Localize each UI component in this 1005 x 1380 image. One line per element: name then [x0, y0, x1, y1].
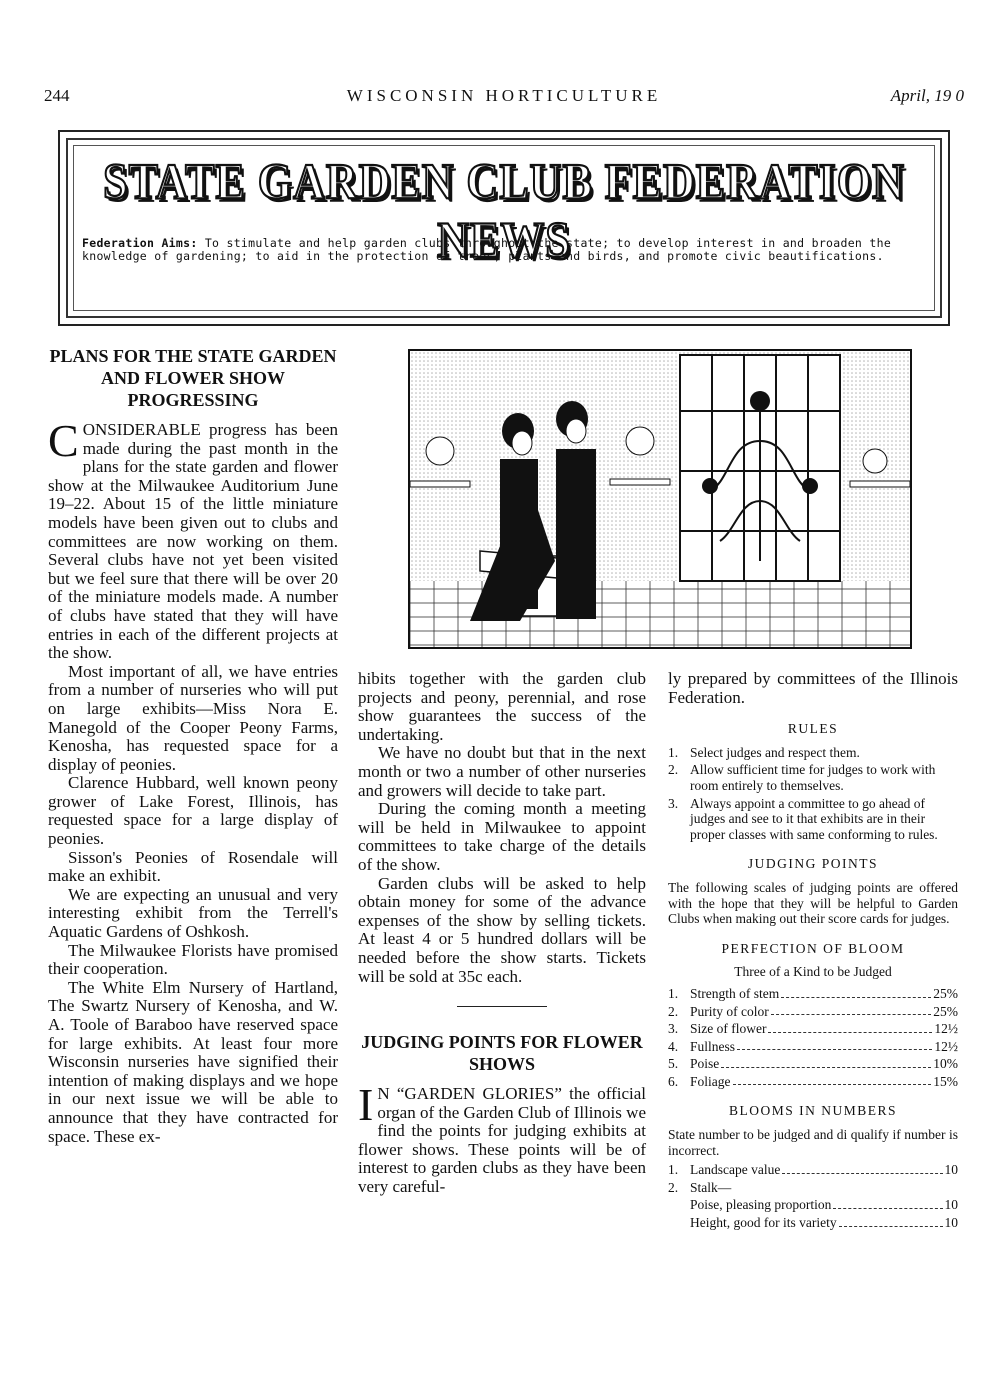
list-item: 6. Foliage 15%	[668, 1073, 958, 1089]
article-heading-judging: JUDGING POINTS FOR FLOWER SHOWS	[361, 1032, 643, 1075]
perfection-heading: PERFECTION OF BLOOM	[721, 940, 905, 956]
article-paragraph: The Milwaukee Florists have promised their cooperation.	[48, 940, 338, 979]
list-item: 3. Always appoint a committee to go ahead of judges and see to it that exhibits are in their proper classes with same conforming to rules.	[668, 795, 938, 842]
rules-heading: RULES	[787, 721, 839, 737]
article-paragraph: We are expecting an unusual and very interesting exhibit from the Terrell's Aquatic Gardens of Oshkosh.	[48, 884, 338, 942]
list-item: 5. Poise 10%	[668, 1056, 958, 1072]
article-paragraph: ly prepared by committees of the Illinois Federation.	[668, 669, 958, 707]
article-paragraph: Most important of all, we have entries from a number of nurseries who will put on large exhibits—Miss Nora E. Manegold of the Cooper Peony Farms, Kenosha, has requested space for a display of peonies.	[48, 661, 338, 774]
drop-cap: C	[48, 415, 79, 466]
column-1	[48, 345, 338, 1146]
paragraph-text: N “GARDEN GLORIES” the official organ of the Garden Club of Illinois we find the points for judging exhibits at flower shows. These points will be of interest to garden clubs as they have been very careful-	[358, 1084, 646, 1197]
list-item: Poise, pleasing proportion 10	[690, 1197, 958, 1213]
list-item: 2. Purity of color 25%	[668, 1003, 958, 1019]
list-item: 3. Size of flower 12½	[668, 1021, 958, 1037]
list-item: 2. Allow sufficient time for judges to work with room entirely to themselves.	[668, 762, 936, 793]
section-divider	[457, 1006, 547, 1007]
column-3	[668, 670, 958, 1233]
list-item: 1. Strength of stem 25%	[668, 985, 958, 1001]
banner-title: STATE GARDEN CLUB FEDERATION NEWS	[103, 153, 905, 269]
drop-cap: I	[358, 1079, 374, 1131]
judging-points-text: The following scales of judging points are offered with the hope that they will be helpful to Garden Clubs when making out their score cards for judges.	[668, 879, 958, 927]
paragraph-text: ONSIDERABLE progress has been made during the past month in the plans for the state garden and flower show at the Milwaukee Auditorium June 19–22. About 15 of the little miniature models have been given out to clubs and committees are now working on them. Several clubs have not yet been visited but we feel sure that there will be over 20 of the miniature models made. A number of clubs have stated that they will have entries in each of the different projects at the show.	[48, 420, 338, 663]
article-heading-plans: PLANS FOR THE STATE GARDEN AND FLOWER SHOW PROGRESSING	[49, 346, 337, 410]
list-item: 1. Select judges and respect them.	[668, 744, 860, 760]
list-item: 1. Landscape value 10	[668, 1162, 958, 1178]
rules-section	[668, 721, 958, 1230]
federation-banner	[58, 130, 950, 326]
blooms-text: State number to be judged and di qualify if number is incorrect.	[668, 1127, 958, 1158]
article-paragraph: hibits together with the garden club projects and peony, perennial, and rose show guarantees the success of the undertaking.	[358, 669, 646, 744]
journal-title: WISCONSIN HORTICULTURE	[346, 86, 662, 105]
rules-list	[668, 745, 958, 843]
list-item: 4. Fullness 12½	[668, 1038, 958, 1054]
aims-text: To stimulate and help garden clubs throughout the state; to develop interest in and broaden the knowledge of gardening; to aid in the protection of trees, plants and birds, and promote civic beautifications.	[82, 236, 892, 263]
list-item: Height, good for its variety 10	[690, 1215, 958, 1231]
article-paragraph: Sisson's Peonies of Rosendale will make an exhibit.	[48, 847, 338, 886]
list-item: 2. Stalk—	[668, 1179, 732, 1195]
running-head	[44, 86, 964, 110]
article-paragraph: We have no doubt but that in the next month or two a number of other nurseries and growers will decide to take part.	[358, 743, 646, 800]
judging-points-heading: JUDGING POINTS	[747, 856, 879, 872]
article-paragraph: Clarence Hubbard, well known peony grower of Lake Forest, Illinois, has requested space for a large display of peonies.	[48, 773, 338, 849]
aims-label: Federation Aims:	[82, 236, 198, 250]
article-paragraph	[358, 1079, 646, 1197]
page-number: 244	[44, 86, 70, 105]
perfection-list	[668, 986, 958, 1090]
issue-date: April, 19 0	[890, 86, 964, 105]
federation-aims	[82, 237, 924, 263]
perfection-subheading: Three of a Kind to be Judged	[734, 964, 892, 980]
article-paragraph: During the coming month a meeting will be held in Milwaukee to appoint committees to take charge of the details of the show.	[358, 799, 646, 874]
illustration-women-flowers	[408, 349, 912, 649]
article-paragraph	[48, 415, 338, 663]
blooms-list	[668, 1162, 958, 1230]
illustration-image	[410, 351, 910, 647]
article-paragraph: The White Elm Nursery of Hartland, The Swartz Nursery of Kenosha, and W. A. Toole of Baraboo have reserved space for large exhibits. At least four more Wisconsin nurseries have signified their intention of making displays and we hope in our next issue we will be able to announce that they have contracted for space. These ex-	[48, 977, 338, 1146]
column-2	[358, 670, 646, 1197]
article-paragraph: Garden clubs will be asked to help obtain money for some of the advance expenses of the show by selling tickets. At least 4 or 5 hundred dollars will be needed before the show starts. Tickets will be sold at 35c each.	[358, 873, 646, 986]
blooms-heading: BLOOMS IN NUMBERS	[728, 1103, 898, 1119]
